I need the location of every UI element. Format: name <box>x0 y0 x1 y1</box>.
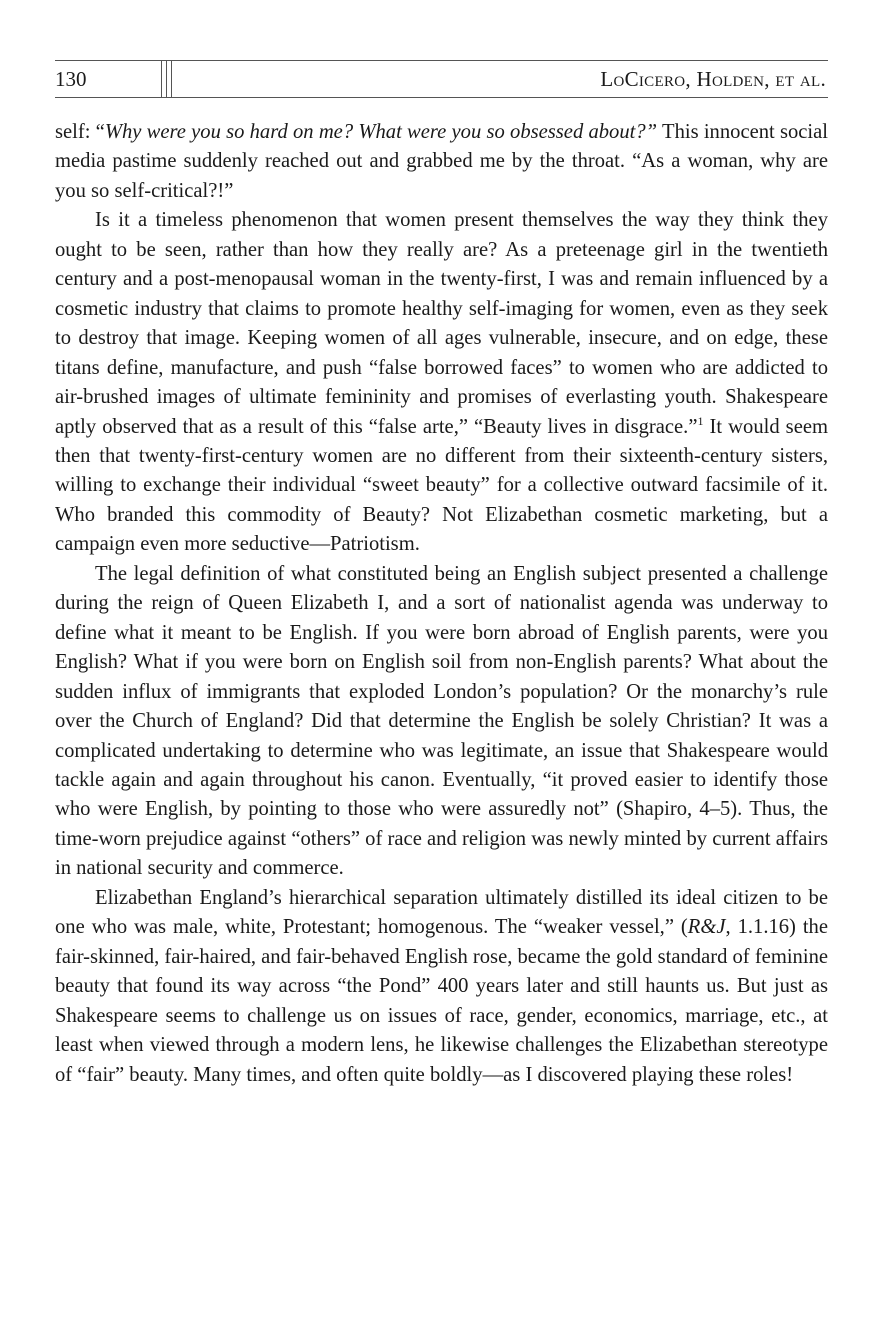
paragraph-1-lead: self: “ <box>55 121 105 143</box>
paragraph-4-lead: Elizabethan England’s hierarchical separation ultimately distilled its ideal citizen to be one who was male, white, Protestant; homogenous. The “weaker vessel,” ( <box>55 886 828 939</box>
paragraph-2-continuation: It would seem then that twenty-first-century women are no different from their sixteenth-century sisters, willing to exchange their individual “sweet beauty” for a collective outward facsimile of it. Who branded this commodity of Beauty? Not Elizabethan cosmetic marketing, but a campaign even more seductive—Patriotism. <box>55 415 828 556</box>
vertical-rule <box>171 61 172 97</box>
body-text <box>55 118 828 1090</box>
paragraph-3: The legal definition of what constituted being an English subject presented a challenge during the reign of Queen Elizabeth I, and a sort of nationalist agenda was underway to define what it meant to be English. If you were born abroad of English parents, were you English? What if you were born on English soil from non-English parents? What about the sudden influx of immigrants that exploded London’s population? Or the monarchy’s rule over the Church of England? Did that determine the English be solely Christian? It was a complicated undertaking to determine who was legitimate, an issue that Shakespeare would tackle again and again throughout his canon. Eventually, “it proved easier to identify those who were English, by pointing to those who were assuredly not” (Shapiro, 4–5). Thus, the time-worn prejudice against “others” of race and religion was newly minted by current affairs in national security and commerce. <box>55 562 828 880</box>
paragraph-4-emphasis: R&J <box>687 916 726 939</box>
book-page <box>55 0 828 1319</box>
paragraph-1-rest: This innocent social media pastime suddenly reached out and grabbed me by the throat. “As a woman, why are you so self-critical?!” <box>55 121 829 202</box>
running-title: LoCicero, Holden, et al. <box>600 67 826 91</box>
paragraph-4 <box>55 884 828 1090</box>
paragraph-4-rest: , 1.1.16) the fair-skinned, fair-haired, and fair-behaved English rose, became the gold standard of feminine beauty that found its way across “the Pond” 400 years later and still haunts us. But just as Shakespeare seems to challenge us on issues of race, gender, economics, marriage, etc., at least when viewed through a modern lens, he likewise challenges the Elizabethan stereotype of “fair” beauty. Many times, and often quite boldly—as I discovered playing these roles! <box>55 916 829 1086</box>
running-head <box>55 60 828 98</box>
page-number: 130 <box>55 67 87 91</box>
paragraph-2 <box>55 206 828 559</box>
paragraph-1 <box>55 118 828 206</box>
vertical-rule <box>166 61 167 97</box>
footnote-marker: 1 <box>697 413 704 428</box>
paragraph-2-text: Is it a timeless phenomenon that women present themselves the way they think they ought to be seen, rather than how they really are? As a preteenage girl in the twentieth century and a post-menopausal woman in the twenty-first, I was and remain influenced by a cosmetic industry that claims to promote healthy self-imaging for women, even as they seek to destroy that image. Keeping women of all ages vulnerable, insecure, and on edge, these titans define, manufacture, and push “false borrowed faces” to women who are addicted to air-brushed images of ultimate femininity and promises of everlasting youth. Shakespeare aptly observed that as a result of this “false arte,” “Beauty lives in disgrace.” <box>55 209 828 438</box>
header-rule-ornament <box>161 61 181 97</box>
paragraph-1-emphasis: Why were you so hard on me? What were you so obsessed about?” <box>104 121 658 143</box>
vertical-rule <box>161 61 162 97</box>
